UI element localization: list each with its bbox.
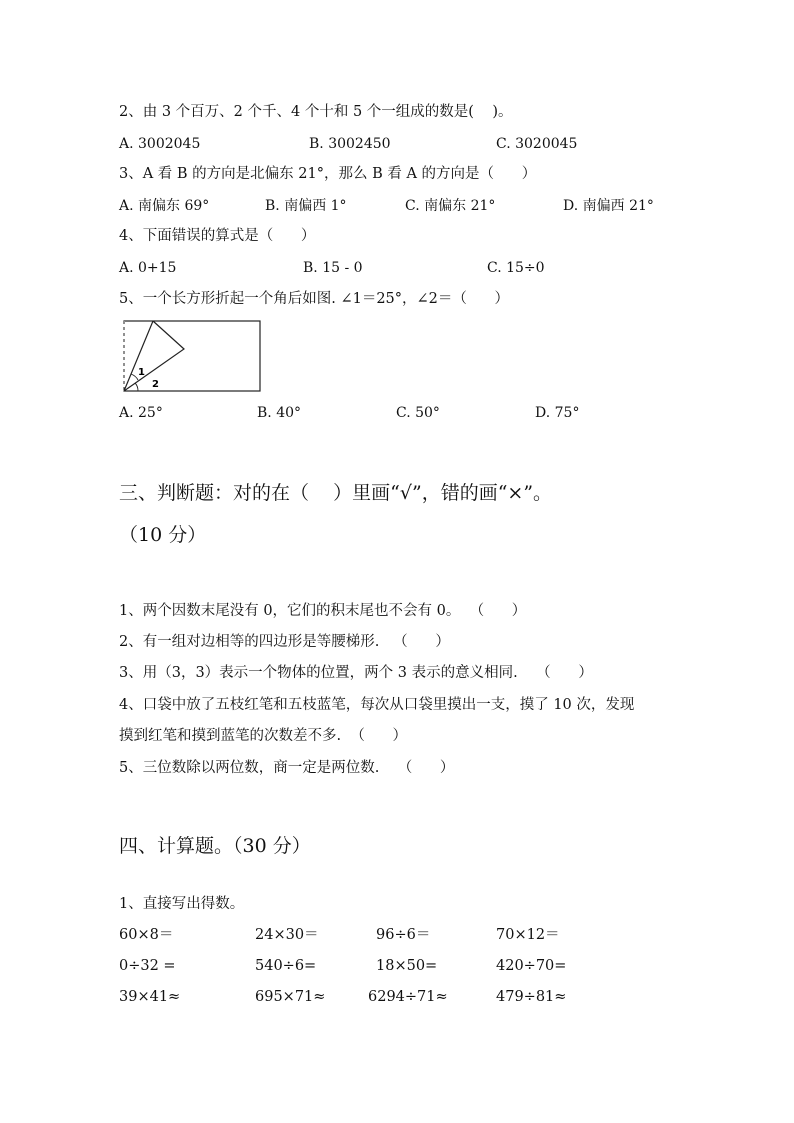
- section-3-title: 三、判断题：对的在（ ）里画“√”，错的画“×”。: [119, 482, 553, 504]
- judge-item-3: 3、用（3，3）表示一个物体的位置，两个 3 表示的意义相同. （ ）: [119, 665, 593, 681]
- calc-cell: 6294÷71≈: [368, 989, 448, 1005]
- calc-cell: 39×41≈: [119, 989, 181, 1005]
- calc-cell: 695×71≈: [255, 989, 326, 1005]
- calc-cell: 24×30＝: [255, 927, 319, 943]
- q4-option-b: B. 15 - 0: [303, 260, 363, 276]
- calc-cell: 540÷6=: [255, 958, 317, 974]
- angle-label-2: 2: [152, 379, 159, 390]
- q5-option-c: C. 50°: [396, 405, 440, 421]
- question-2-stem: 2、由 3 个百万、2 个千、4 个十和 5 个一组成的数是( )。: [119, 104, 513, 120]
- q5-option-d: D. 75°: [535, 405, 580, 421]
- calc-subtitle: 1、直接写出得数。: [119, 896, 245, 912]
- q3-option-a: A. 南偏东 69°: [119, 198, 210, 214]
- judge-item-4-continued: 摸到红笔和摸到蓝笔的次数差不多. （ ）: [119, 728, 407, 744]
- q3-option-d: D. 南偏西 21°: [563, 198, 654, 214]
- q3-option-b: B. 南偏西 1°: [265, 198, 347, 214]
- question-3-stem: 3、A 看 B 的方向是北偏东 21°，那么 B 看 A 的方向是（ ）: [119, 166, 537, 182]
- q2-option-c: C. 3020045: [496, 136, 578, 152]
- judge-item-1: 1、两个因数末尾没有 0，它们的积末尾也不会有 0。 （ ）: [119, 603, 527, 619]
- judge-item-4: 4、口袋中放了五枝红笔和五枝蓝笔，每次从口袋里摸出一支，摸了 10 次，发现: [119, 697, 635, 713]
- rectangle-outline: [124, 321, 260, 391]
- question-4-stem: 4、下面错误的算式是（ ）: [119, 228, 316, 244]
- question-5-stem: 5、一个长方形折起一个角后如图. ∠1＝25°，∠2＝（ ）: [119, 291, 510, 307]
- judge-item-5: 5、三位数除以两位数，商一定是两位数. （ ）: [119, 760, 455, 776]
- q2-option-a: A. 3002045: [119, 136, 201, 152]
- calc-cell: 96÷6＝: [376, 927, 431, 943]
- q5-option-b: B. 40°: [257, 405, 302, 421]
- calc-cell: 0÷32 =: [119, 958, 176, 974]
- calc-cell: 18×50=: [376, 958, 438, 974]
- section-4-title: 四、计算题。（30 分）: [119, 835, 311, 857]
- q4-option-a: A. 0+15: [119, 260, 177, 276]
- calc-cell: 60×8＝: [119, 927, 174, 943]
- folded-rectangle-figure: [118, 316, 264, 396]
- q3-option-c: C. 南偏东 21°: [405, 198, 496, 214]
- q5-option-a: A. 25°: [119, 405, 163, 421]
- calc-cell: 479÷81≈: [496, 989, 567, 1005]
- q2-option-b: B. 3002450: [309, 136, 391, 152]
- angle-arc-2: [135, 383, 138, 391]
- q4-option-c: C. 15÷0: [487, 260, 545, 276]
- calc-cell: 70×12＝: [496, 927, 560, 943]
- angle-label-1: 1: [138, 367, 145, 378]
- calc-cell: 420÷70=: [496, 958, 567, 974]
- section-3-score: （10 分）: [119, 524, 207, 546]
- angle-arc-1: [131, 374, 138, 380]
- judge-item-2: 2、有一组对边相等的四边形是等腰梯形. （ ）: [119, 634, 450, 650]
